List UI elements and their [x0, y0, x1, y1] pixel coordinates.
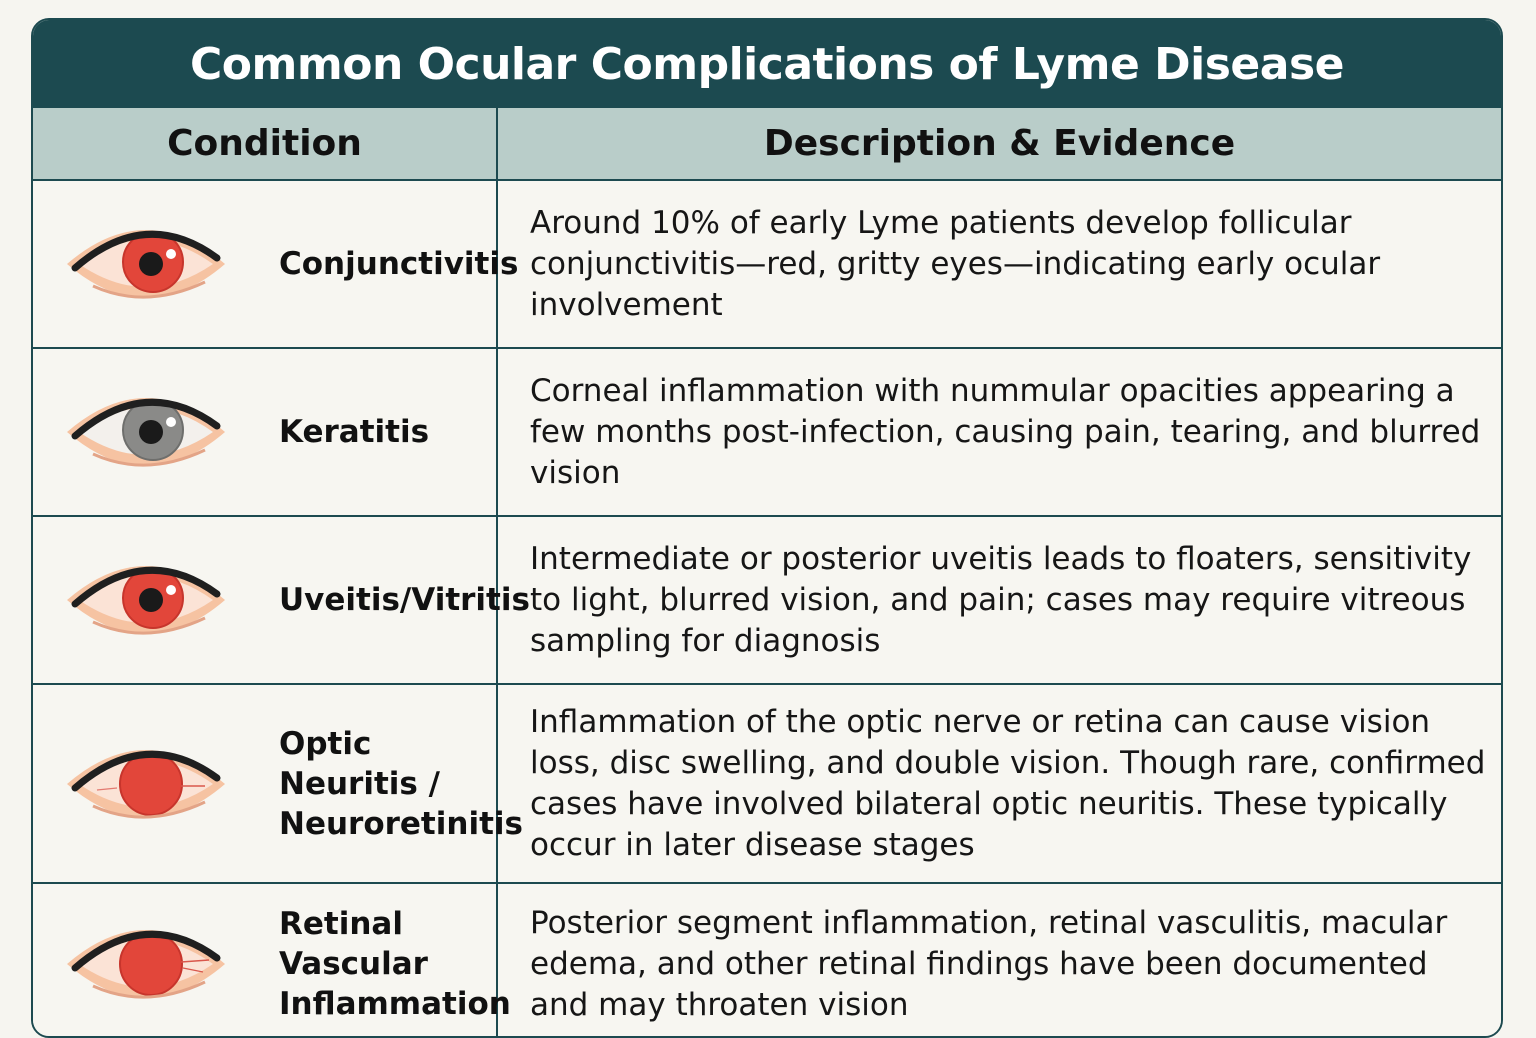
- table-row: [33, 349, 1501, 517]
- table-row: [33, 181, 1501, 349]
- table-row: [33, 884, 1501, 1038]
- description-cell: Around 10% of early Lyme patients develop follicular conjunctivitis—red, gritty eyes—indicating early ocular involvement: [530, 204, 1381, 323]
- description-cell: Posterior segment inflammation, retinal vasculitis, macular edema, and other retinal findings have been documented and may throaten vision: [530, 904, 1448, 1023]
- condition-name: Keratitis: [279, 414, 430, 450]
- complications-table-card: [31, 18, 1503, 1038]
- inflamed-eye-icon: [63, 910, 229, 1018]
- gray-eye-icon: [63, 378, 229, 486]
- red-eye-icon: [63, 210, 229, 318]
- condition-cell: [33, 884, 511, 1038]
- inflamed-eye-icon: [63, 730, 229, 838]
- table-title: Common Ocular Complications of Lyme Disease: [33, 20, 1501, 108]
- condition-cell: [33, 517, 530, 683]
- condition-cell: [33, 181, 519, 347]
- condition-name: Retinal Vascular Inflammation: [279, 906, 511, 1022]
- description-cell: Inflammation of the optic nerve or retina can cause vision loss, disc swelling, and double vision. Though rare, confirmed cases have involved bilateral optic neuritis. These typically occur in later disease stages: [530, 703, 1486, 863]
- condition-name: Uveitis/Vitritis: [279, 582, 530, 618]
- table-row: [33, 685, 1501, 884]
- condition-name: Conjunctivitis: [279, 246, 519, 282]
- table-row: [33, 517, 1501, 685]
- column-header-description: Description & Evidence: [763, 123, 1236, 164]
- condition-name: Optic Neuritis / Neuroretinitis: [279, 725, 523, 842]
- description-cell: Intermediate or posterior uveitis leads to floaters, sensitivity to light, blurred vision, and pain; cases may require vitreous sampling for diagnosis: [530, 540, 1472, 659]
- red-eye-icon: [63, 546, 229, 654]
- description-cell: Corneal inflammation with nummular opacities appearing a few months post-infection, causing pain, tearing, and blurred vision: [530, 372, 1481, 491]
- condition-cell: [33, 685, 523, 882]
- condition-cell: [33, 349, 498, 515]
- column-header-row: [33, 108, 1501, 181]
- column-header-condition: Condition: [33, 108, 498, 179]
